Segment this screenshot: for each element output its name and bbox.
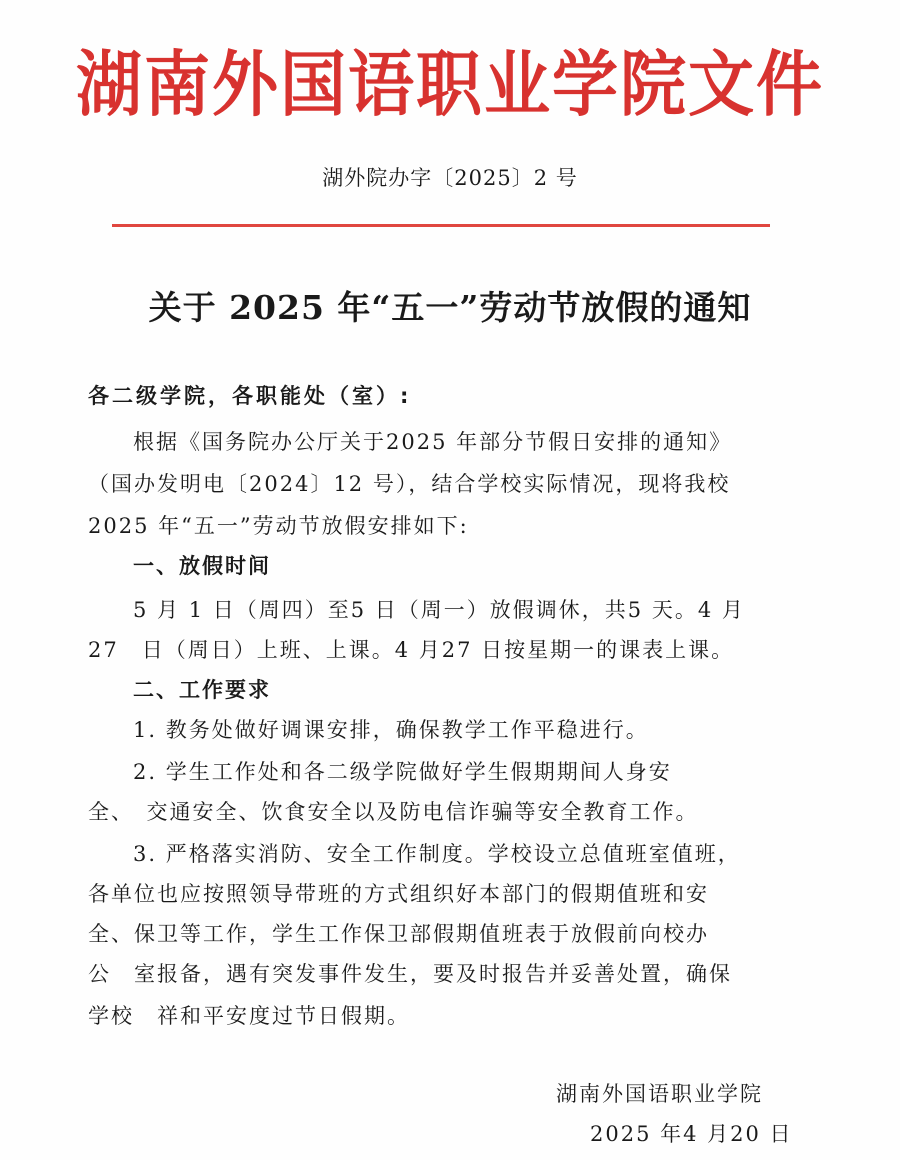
section-heading-holiday-time: 一、放假时间 bbox=[133, 554, 271, 578]
signature-organization: 湖南外国语职业学院 bbox=[556, 1082, 763, 1106]
intro-line: 根据《国务院办公厅关于2025 年部分节假日安排的通知》 bbox=[133, 430, 733, 454]
notice-title: 关于 2025 年“五一”劳动节放假的通知 bbox=[148, 288, 752, 327]
requirement-item-3-line: 3. 严格落实消防、安全工作制度。学校设立总值班室值班， bbox=[133, 842, 741, 866]
requirement-item-1: 1. 教务处做好调课安排，确保教学工作平稳进行。 bbox=[133, 718, 649, 742]
red-divider-line bbox=[112, 224, 770, 227]
document-masthead: 湖南外国语职业学院文件 bbox=[76, 42, 824, 127]
requirement-item-3-line: 公 室报备，遇有突发事件发生，要及时报告并妥善处置，确保 bbox=[88, 962, 732, 986]
document-number: 湖外院办字〔2025〕2 号 bbox=[322, 166, 578, 190]
requirement-item-3-line: 全、保卫等工作，学生工作保卫部假期值班表于放假前向校办 bbox=[88, 922, 709, 946]
intro-line: 2025 年“五一”劳动节放假安排如下: bbox=[88, 514, 469, 538]
requirement-item-3-line: 各单位也应按照领导带班的方式组织好本部门的假期值班和安 bbox=[88, 882, 709, 906]
holiday-time-line: 5 月 1 日（周四）至5 日（周一）放假调休，共5 天。4 月 bbox=[133, 598, 745, 622]
holiday-time-line: 27 日（周日）上班、上课。4 月27 日按星期一的课表上课。 bbox=[88, 638, 735, 662]
requirement-item-3-line: 学校 祥和平安度过节日假期。 bbox=[88, 1004, 410, 1028]
signature-date: 2025 年4 月20 日 bbox=[590, 1122, 793, 1146]
salutation: 各二级学院，各职能处（室）: bbox=[88, 384, 412, 408]
requirement-item-2-line: 全、 交通安全、饮食安全以及防电信诈骗等安全教育工作。 bbox=[88, 800, 699, 824]
requirement-item-2-line: 2. 学生工作处和各二级学院做好学生假期期间人身安 bbox=[133, 760, 672, 784]
intro-line: （国办发明电〔2024〕12 号），结合学校实际情况，现将我校 bbox=[88, 472, 731, 496]
section-heading-work-requirements: 二、工作要求 bbox=[133, 678, 271, 702]
